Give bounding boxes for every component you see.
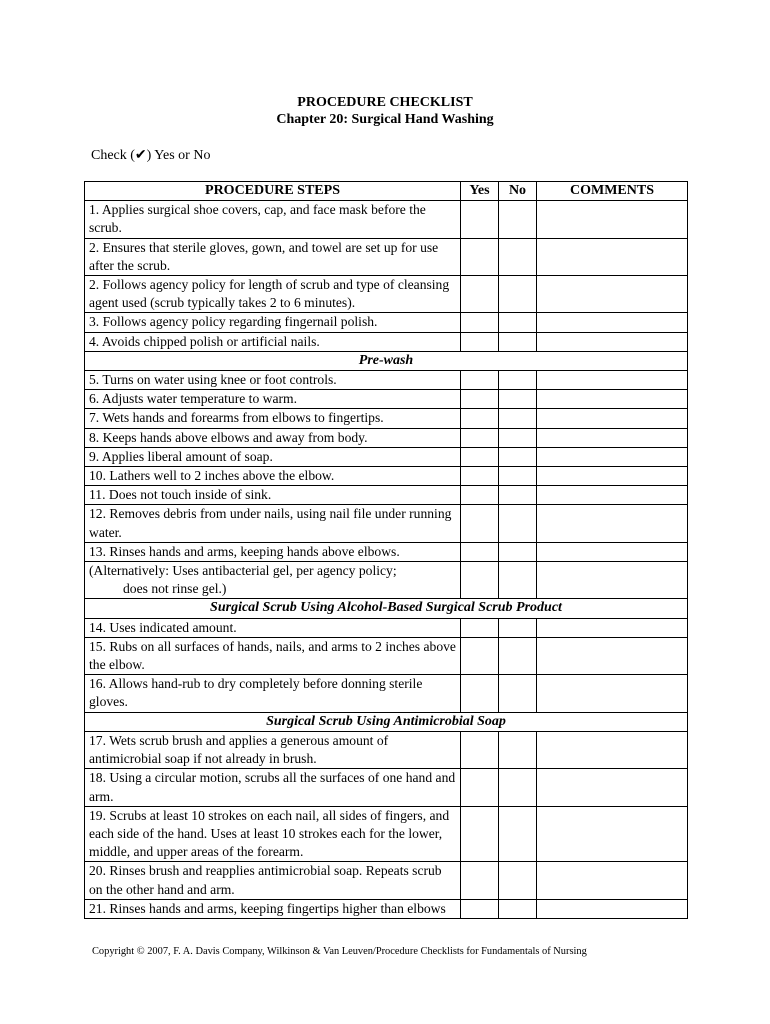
checklist-row <box>85 505 688 542</box>
yes-checkbox-cell[interactable] <box>461 371 499 390</box>
comments-cell[interactable] <box>537 390 688 409</box>
procedure-step-text: 11. Does not touch inside of sink. <box>85 486 461 505</box>
yes-checkbox-cell[interactable] <box>461 276 499 313</box>
procedure-step-text: 4. Avoids chipped polish or artificial nails. <box>85 332 461 351</box>
no-checkbox-cell[interactable] <box>499 618 537 637</box>
yes-checkbox-cell[interactable] <box>461 562 499 599</box>
comments-cell[interactable] <box>537 769 688 806</box>
no-checkbox-cell[interactable] <box>499 486 537 505</box>
procedure-step-text: 20. Rinses brush and reapplies antimicrobial soap. Repeats scrub on the other hand and arm. <box>85 862 461 899</box>
no-checkbox-cell[interactable] <box>499 313 537 332</box>
no-checkbox-cell[interactable] <box>499 806 537 862</box>
procedure-step-text: 13. Rinses hands and arms, keeping hands above elbows. <box>85 542 461 561</box>
checklist-row <box>85 862 688 899</box>
procedure-step-text: 19. Scrubs at least 10 strokes on each nail, all sides of fingers, and each side of the hand. Uses at least 10 strokes each for the lower, middle, and upper areas of the forearm. <box>85 806 461 862</box>
checklist-row <box>85 332 688 351</box>
check-instruction: Check (✔) Yes or No <box>91 148 211 163</box>
checklist-row <box>85 562 688 599</box>
checklist-row <box>85 276 688 313</box>
no-checkbox-cell[interactable] <box>499 447 537 466</box>
procedure-step-text: 8. Keeps hands above elbows and away from body. <box>85 428 461 447</box>
procedure-steps-header: PROCEDURE STEPS <box>85 182 461 201</box>
checklist-row <box>85 618 688 637</box>
comments-cell[interactable] <box>537 675 688 712</box>
no-checkbox-cell[interactable] <box>499 505 537 542</box>
yes-checkbox-cell[interactable] <box>461 862 499 899</box>
checklist-row <box>85 371 688 390</box>
procedure-step-text: 17. Wets scrub brush and applies a generous amount of antimicrobial soap if not already in brush. <box>85 731 461 768</box>
yes-checkbox-cell[interactable] <box>461 486 499 505</box>
no-checkbox-cell[interactable] <box>499 769 537 806</box>
yes-checkbox-cell[interactable] <box>461 447 499 466</box>
section-header-row <box>85 599 688 618</box>
procedure-step-text: 14. Uses indicated amount. <box>85 618 461 637</box>
yes-checkbox-cell[interactable] <box>461 332 499 351</box>
document-title-block <box>0 94 770 128</box>
comments-cell[interactable] <box>537 276 688 313</box>
procedure-step-text: 12. Removes debris from under nails, using nail file under running water. <box>85 505 461 542</box>
comments-cell[interactable] <box>537 562 688 599</box>
checklist-row <box>85 390 688 409</box>
yes-checkbox-cell[interactable] <box>461 505 499 542</box>
checklist-row <box>85 486 688 505</box>
procedure-step-text: 7. Wets hands and forearms from elbows to fingertips. <box>85 409 461 428</box>
no-checkbox-cell[interactable] <box>499 390 537 409</box>
no-checkbox-cell[interactable] <box>499 562 537 599</box>
yes-checkbox-cell[interactable] <box>461 675 499 712</box>
comments-cell[interactable] <box>537 505 688 542</box>
no-checkbox-cell[interactable] <box>499 371 537 390</box>
comments-cell[interactable] <box>537 899 688 918</box>
yes-checkbox-cell[interactable] <box>461 390 499 409</box>
comments-cell[interactable] <box>537 862 688 899</box>
procedure-step-text: 21. Rinses hands and arms, keeping fingertips higher than elbows <box>85 899 461 918</box>
yes-checkbox-cell[interactable] <box>461 542 499 561</box>
yes-header: Yes <box>461 182 499 201</box>
checklist-row <box>85 637 688 674</box>
checklist-body <box>85 201 688 919</box>
procedure-step-continuation: does not rinse gel.) <box>123 581 227 597</box>
no-checkbox-cell[interactable] <box>499 276 537 313</box>
comments-cell[interactable] <box>537 731 688 768</box>
procedure-step-text <box>85 562 461 599</box>
yes-checkbox-cell[interactable] <box>461 313 499 332</box>
no-checkbox-cell[interactable] <box>499 201 537 238</box>
section-title: Surgical Scrub Using Alcohol-Based Surgical Scrub Product <box>85 599 688 618</box>
yes-checkbox-cell[interactable] <box>461 467 499 486</box>
checklist-row <box>85 313 688 332</box>
comments-cell[interactable] <box>537 542 688 561</box>
section-title: Surgical Scrub Using Antimicrobial Soap <box>85 712 688 731</box>
yes-checkbox-cell[interactable] <box>461 637 499 674</box>
section-title: Pre-wash <box>85 351 688 370</box>
no-checkbox-cell[interactable] <box>499 862 537 899</box>
yes-checkbox-cell[interactable] <box>461 769 499 806</box>
procedure-step-text: 18. Using a circular motion, scrubs all the surfaces of one hand and arm. <box>85 769 461 806</box>
comments-cell[interactable] <box>537 238 688 275</box>
procedure-step-text: 15. Rubs on all surfaces of hands, nails, and arms to 2 inches above the elbow. <box>85 637 461 674</box>
comments-cell[interactable] <box>537 201 688 238</box>
checklist-row <box>85 428 688 447</box>
procedure-step-text: 3. Follows agency policy regarding fingernail polish. <box>85 313 461 332</box>
comments-cell[interactable] <box>537 618 688 637</box>
comments-header: COMMENTS <box>537 182 688 201</box>
procedure-step-text: 6. Adjusts water temperature to warm. <box>85 390 461 409</box>
procedure-step-text: 2. Follows agency policy for length of scrub and type of cleansing agent used (scrub typically takes 2 to 6 minutes). <box>85 276 461 313</box>
yes-checkbox-cell[interactable] <box>461 731 499 768</box>
procedure-checklist-table <box>84 181 688 919</box>
procedure-step-line: (Alternatively: Uses antibacterial gel, per agency policy; <box>89 563 397 579</box>
comments-cell[interactable] <box>537 409 688 428</box>
table-header-row <box>85 182 688 201</box>
procedure-step-text: 2. Ensures that sterile gloves, gown, and towel are set up for use after the scrub. <box>85 238 461 275</box>
no-checkbox-cell[interactable] <box>499 332 537 351</box>
no-checkbox-cell[interactable] <box>499 409 537 428</box>
checklist-row <box>85 201 688 238</box>
checklist-row <box>85 447 688 466</box>
no-checkbox-cell[interactable] <box>499 467 537 486</box>
comments-cell[interactable] <box>537 332 688 351</box>
procedure-step-text: 1. Applies surgical shoe covers, cap, and face mask before the scrub. <box>85 201 461 238</box>
copyright-footer: Copyright © 2007, F. A. Davis Company, Wilkinson & Van Leuven/Procedure Checklists for Fundamentals of Nursing <box>92 946 587 957</box>
comments-cell[interactable] <box>537 467 688 486</box>
no-checkbox-cell[interactable] <box>499 428 537 447</box>
no-checkbox-cell[interactable] <box>499 899 537 918</box>
yes-checkbox-cell[interactable] <box>461 428 499 447</box>
checklist-row <box>85 467 688 486</box>
checklist-row <box>85 806 688 862</box>
no-checkbox-cell[interactable] <box>499 542 537 561</box>
yes-checkbox-cell[interactable] <box>461 409 499 428</box>
yes-checkbox-cell[interactable] <box>461 201 499 238</box>
comments-cell[interactable] <box>537 806 688 862</box>
comments-cell[interactable] <box>537 428 688 447</box>
procedure-step-text: 5. Turns on water using knee or foot controls. <box>85 371 461 390</box>
checklist-row <box>85 542 688 561</box>
section-header-row <box>85 712 688 731</box>
checklist-row <box>85 769 688 806</box>
checklist-row <box>85 675 688 712</box>
checklist-row <box>85 899 688 918</box>
no-header: No <box>499 182 537 201</box>
comments-cell[interactable] <box>537 313 688 332</box>
yes-checkbox-cell[interactable] <box>461 806 499 862</box>
no-checkbox-cell[interactable] <box>499 731 537 768</box>
section-header-row <box>85 351 688 370</box>
procedure-step-text: 10. Lathers well to 2 inches above the elbow. <box>85 467 461 486</box>
yes-checkbox-cell[interactable] <box>461 618 499 637</box>
yes-checkbox-cell[interactable] <box>461 238 499 275</box>
comments-cell[interactable] <box>537 637 688 674</box>
comments-cell[interactable] <box>537 447 688 466</box>
checklist-row <box>85 731 688 768</box>
no-checkbox-cell[interactable] <box>499 238 537 275</box>
comments-cell[interactable] <box>537 371 688 390</box>
checklist-row <box>85 238 688 275</box>
document-subtitle: Chapter 20: Surgical Hand Washing <box>276 112 494 127</box>
yes-checkbox-cell[interactable] <box>461 899 499 918</box>
no-checkbox-cell[interactable] <box>499 675 537 712</box>
procedure-step-text: 9. Applies liberal amount of soap. <box>85 447 461 466</box>
no-checkbox-cell[interactable] <box>499 637 537 674</box>
comments-cell[interactable] <box>537 486 688 505</box>
checklist-row <box>85 409 688 428</box>
document-title: PROCEDURE CHECKLIST <box>297 95 473 110</box>
procedure-step-text: 16. Allows hand-rub to dry completely before donning sterile gloves. <box>85 675 461 712</box>
